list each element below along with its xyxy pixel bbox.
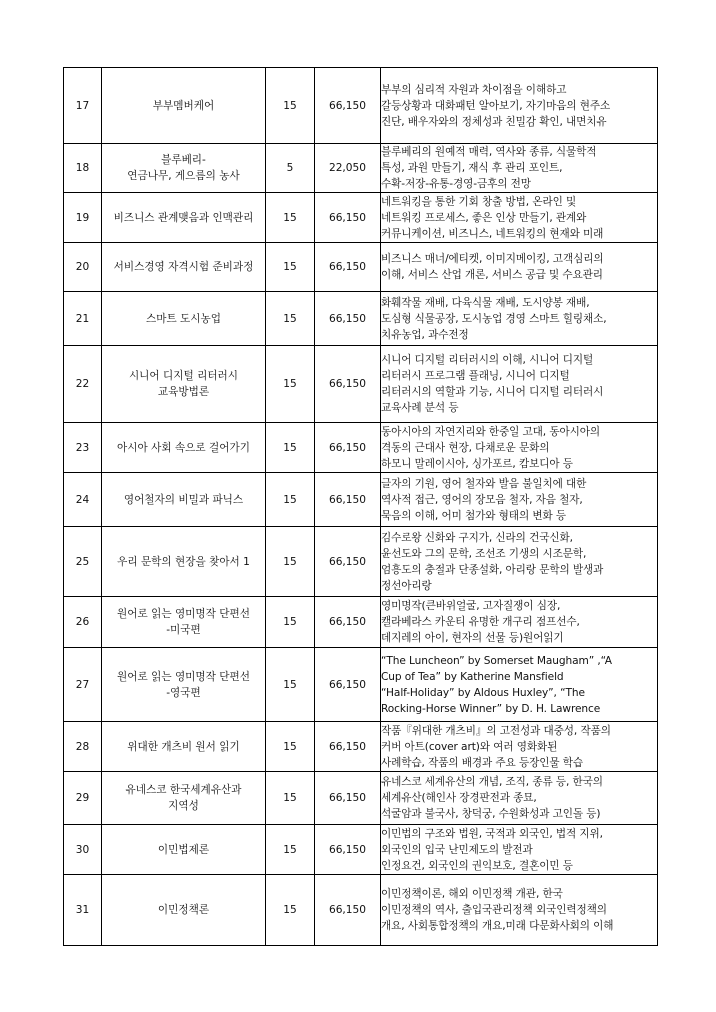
course-name-cell xyxy=(102,68,266,144)
course-description-cell xyxy=(381,825,658,875)
course-number-cell: 27 xyxy=(64,648,102,722)
course-number-cell: 21 xyxy=(64,292,102,346)
course-name-cell xyxy=(102,193,266,243)
course-description-line: 인정요건, 외국인의 권익보호, 결혼이민 등 xyxy=(381,859,573,872)
course-description-cell xyxy=(381,875,658,946)
course-number-cell: 20 xyxy=(64,243,102,292)
course-name-line: 우리 문학의 현장을 찾아서 1 xyxy=(117,555,250,568)
course-description-line: 석굴암과 불국사, 창덕궁, 수원화성과 고인돌 등) xyxy=(381,808,601,820)
course-hours-cell: 15 xyxy=(266,875,315,946)
course-description-line: 윤선도와 그의 문학, 조선조 기생의 시조문학, xyxy=(381,547,587,560)
table-row xyxy=(64,292,658,346)
course-description-line: 이민정책이론, 해외 이민정책 개관, 한국 xyxy=(381,888,563,900)
course-description-line: 엄흥도의 충절과 단종설화, 아리랑 문학의 발생과 xyxy=(381,563,604,576)
course-name-line: 유네스코 한국세계유산과 xyxy=(125,784,242,796)
course-description-line: 커버 아트(cover art)와 여러 영화화된 xyxy=(381,740,558,753)
course-hours-cell: 15 xyxy=(266,243,315,292)
course-description-line: 리터러시 프로그램 플래닝, 시니어 디지털 xyxy=(381,370,570,382)
course-description-line: 진단, 배우자와의 정체성과 친밀감 확인, 내면치유 xyxy=(381,115,607,128)
course-number-cell: 18 xyxy=(64,144,102,193)
course-description-line: Cup of Tea” by Katherine Mansfield xyxy=(381,670,564,683)
course-description-line: 화훼작물 재배, 다육식물 재배, 도시양봉 재배, xyxy=(381,296,590,309)
course-name-line: 부부멤버케어 xyxy=(152,99,215,112)
course-hours-cell: 15 xyxy=(266,527,315,597)
course-description-line: 교육사례 분석 등 xyxy=(381,402,459,414)
course-name-line: 서비스경영 자격시험 준비과정 xyxy=(113,261,254,273)
course-name-cell xyxy=(102,527,266,597)
course-name-cell xyxy=(102,292,266,346)
course-description-line: Rocking-Horse Winner” by D. H. Lawrence xyxy=(381,702,601,715)
course-description-line: “Half-Holiday” by Aldous Huxley”, “The xyxy=(381,686,585,699)
table-row xyxy=(64,243,658,292)
course-description-line: 수확-저장-유통-경영-금후의 전망 xyxy=(381,178,531,190)
course-name-line: 지역성 xyxy=(168,800,199,812)
course-hours-cell: 15 xyxy=(266,597,315,648)
course-hours-cell: 15 xyxy=(266,473,315,527)
table-row xyxy=(64,144,658,193)
table-row xyxy=(64,825,658,875)
course-description-line: 글자의 기원, 영어 철자와 발음 불일치에 대한 xyxy=(381,477,587,490)
course-description-line: “The Luncheon” by Somerset Maugham” ,“A xyxy=(381,654,612,667)
course-name-cell xyxy=(102,648,266,722)
course-description-line: 시니어 디지털 리터러시의 이해, 시니어 디지털 xyxy=(381,354,594,366)
course-name-line: 블루베리- xyxy=(161,154,206,166)
course-name-cell xyxy=(102,423,266,473)
course-description-line: 이민정책의 역사, 출입국관리정책 외국인력정책의 xyxy=(381,904,607,916)
course-description-line: 묵음의 이해, 어미 첨가와 형태의 변화 등 xyxy=(381,509,567,522)
course-name-cell xyxy=(102,772,266,825)
course-fee-cell: 66,150 xyxy=(315,292,381,346)
course-name-cell xyxy=(102,243,266,292)
course-description-line: 특성, 과원 만들기, 재식 후 관리 포인트, xyxy=(381,162,563,174)
course-description-cell xyxy=(381,772,658,825)
table-row xyxy=(64,875,658,946)
course-description-line: 부부의 심리적 자원과 차이점을 이해하고 xyxy=(381,83,567,96)
course-description-line: 유네스코 세계유산의 개념, 조직, 종류 등, 한국의 xyxy=(381,776,603,788)
course-number-cell: 24 xyxy=(64,473,102,527)
course-name-line: 원어로 읽는 영미명작 단편선 xyxy=(117,608,250,620)
course-name-line: 연금나무, 게으름의 농사 xyxy=(127,170,240,182)
course-fee-cell: 66,150 xyxy=(315,243,381,292)
course-fee-cell: 66,150 xyxy=(315,68,381,144)
course-description-line: 세계유산(해인사 장경판전과 종묘, xyxy=(381,792,537,804)
table-row xyxy=(64,722,658,772)
course-number-cell: 22 xyxy=(64,346,102,423)
course-hours-cell: 15 xyxy=(266,648,315,722)
course-description-cell xyxy=(381,68,658,144)
table-row xyxy=(64,597,658,648)
course-description-line: 동아시아의 자연지리와 한중일 고대, 동아시아의 xyxy=(381,425,601,438)
course-description-line: 이해, 서비스 산업 개론, 서비스 공급 및 수요관리 xyxy=(381,269,603,281)
course-description-line: 갈등상황과 대화패턴 알아보기, 자기마음의 현주소 xyxy=(381,99,611,112)
course-fee-cell: 66,150 xyxy=(315,473,381,527)
course-description-cell xyxy=(381,292,658,346)
course-description-cell xyxy=(381,423,658,473)
course-description-cell xyxy=(381,597,658,648)
table-row xyxy=(64,527,658,597)
course-name-cell xyxy=(102,722,266,772)
course-description-line: 비즈니스 매너/에티켓, 이미지메이킹, 고객심리의 xyxy=(381,253,604,265)
course-number-cell: 31 xyxy=(64,875,102,946)
course-description-line: 커뮤니케이션, 비즈니스, 네트워킹의 현재와 미래 xyxy=(381,227,604,240)
course-hours-cell: 15 xyxy=(266,292,315,346)
course-hours-cell: 15 xyxy=(266,423,315,473)
course-fee-cell: 66,150 xyxy=(315,346,381,423)
course-fee-cell: 66,150 xyxy=(315,722,381,772)
course-description-line: 작품『위대한 개츠비』의 고전성과 대중성, 작품의 xyxy=(381,724,611,737)
table-row xyxy=(64,772,658,825)
course-fee-cell: 66,150 xyxy=(315,597,381,648)
table-row xyxy=(64,193,658,243)
course-description-line: 외국인의 입국 난민제도의 발전과 xyxy=(381,843,533,856)
course-description-cell xyxy=(381,243,658,292)
course-fee-cell: 66,150 xyxy=(315,772,381,825)
table-row xyxy=(64,346,658,423)
course-number-cell: 28 xyxy=(64,722,102,772)
course-description-line: 이민법의 구조와 법원, 국적과 외국인, 법적 지위, xyxy=(381,827,603,840)
course-number-cell: 17 xyxy=(64,68,102,144)
course-hours-cell: 15 xyxy=(266,193,315,243)
course-name-line: 시니어 디지털 리터러시 xyxy=(128,370,239,382)
course-table-body xyxy=(64,68,658,946)
course-description-line: 네트워킹 프로세스, 좋은 인상 만들기, 관계와 xyxy=(381,211,587,224)
course-name-line: -영국편 xyxy=(166,686,201,699)
course-name-line: 교육방법론 xyxy=(157,386,210,398)
course-description-line: 치유농업, 과수전정 xyxy=(381,328,469,341)
course-name-cell xyxy=(102,346,266,423)
course-fee-cell: 22,050 xyxy=(315,144,381,193)
course-fee-cell: 66,150 xyxy=(315,648,381,722)
course-number-cell: 19 xyxy=(64,193,102,243)
course-name-line: 아시아 사회 속으로 걸어가기 xyxy=(117,441,250,454)
course-description-cell xyxy=(381,473,658,527)
course-name-line: 영어철자의 비밀과 파닉스 xyxy=(123,493,244,506)
course-fee-cell: 66,150 xyxy=(315,527,381,597)
course-hours-cell: 15 xyxy=(266,825,315,875)
course-name-line: 스마트 도시농업 xyxy=(145,312,221,325)
course-description-cell xyxy=(381,144,658,193)
course-fee-cell: 66,150 xyxy=(315,875,381,946)
course-table xyxy=(63,67,658,946)
course-hours-cell: 15 xyxy=(266,722,315,772)
course-description-cell xyxy=(381,346,658,423)
table-row xyxy=(64,68,658,144)
course-description-cell xyxy=(381,648,658,722)
table-row xyxy=(64,648,658,722)
course-name-cell xyxy=(102,875,266,946)
table-row xyxy=(64,423,658,473)
course-hours-cell: 15 xyxy=(266,68,315,144)
course-description-cell xyxy=(381,527,658,597)
course-description-line: 역사적 접근, 영어의 장모음 철자, 자음 철자, xyxy=(381,493,583,506)
course-number-cell: 25 xyxy=(64,527,102,597)
course-description-line: 네트워킹을 통한 기회 창출 방법, 온라인 및 xyxy=(381,195,577,208)
course-hours-cell: 15 xyxy=(266,346,315,423)
course-description-cell xyxy=(381,193,658,243)
course-hours-cell: 5 xyxy=(266,144,315,193)
course-name-cell xyxy=(102,825,266,875)
course-description-line: 캘라베라스 카운티 유명한 개구리 점프선수, xyxy=(381,616,580,628)
course-description-line: 영미명작(큰바위얼굴, 고자질쟁이 심장, xyxy=(381,600,561,612)
course-description-line: 격동의 근대사 현장, 다채로운 문화의 xyxy=(381,441,550,454)
course-fee-cell: 66,150 xyxy=(315,193,381,243)
course-description-cell xyxy=(381,722,658,772)
course-hours-cell: 15 xyxy=(266,772,315,825)
course-description-line: 데지레의 아이, 현자의 선물 등)원어읽기 xyxy=(381,632,564,644)
course-number-cell: 29 xyxy=(64,772,102,825)
course-description-line: 김수로왕 신화와 구지가, 신라의 건국신화, xyxy=(381,531,573,544)
course-description-line: 정선아리랑 xyxy=(381,579,432,592)
course-description-line: 개요, 사회통합정책의 개요,미래 다문화사회의 이해 xyxy=(381,920,614,932)
course-name-cell xyxy=(102,144,266,193)
course-number-cell: 30 xyxy=(64,825,102,875)
course-description-line: 도심형 식물공장, 도시농업 경영 스마트 힐링채소, xyxy=(381,312,607,325)
course-name-cell xyxy=(102,473,266,527)
course-name-line: 위대한 개츠비 원서 읽기 xyxy=(127,740,240,753)
course-description-line: 블루베리의 원예적 매력, 역사와 종류, 식물학적 xyxy=(381,146,597,158)
table-row xyxy=(64,473,658,527)
course-name-cell xyxy=(102,597,266,648)
course-name-line: 비즈니스 관계맺음과 인맥관리 xyxy=(113,211,254,224)
course-name-line: 이민정책론 xyxy=(157,904,210,916)
course-name-line: -미국편 xyxy=(166,624,201,636)
course-name-line: 원어로 읽는 영미명작 단편선 xyxy=(117,670,250,683)
course-description-line: 하모니 말레이시아, 싱가포르, 캄보디아 등 xyxy=(381,457,573,470)
course-number-cell: 26 xyxy=(64,597,102,648)
course-description-line: 리터러시의 역할과 기능, 시니어 디지털 리터러시 xyxy=(381,386,604,398)
course-name-line: 이민법제론 xyxy=(157,843,210,856)
course-number-cell: 23 xyxy=(64,423,102,473)
course-description-line: 사례학습, 작품의 배경과 주요 등장인물 학습 xyxy=(381,756,584,769)
course-fee-cell: 66,150 xyxy=(315,423,381,473)
course-fee-cell: 66,150 xyxy=(315,825,381,875)
